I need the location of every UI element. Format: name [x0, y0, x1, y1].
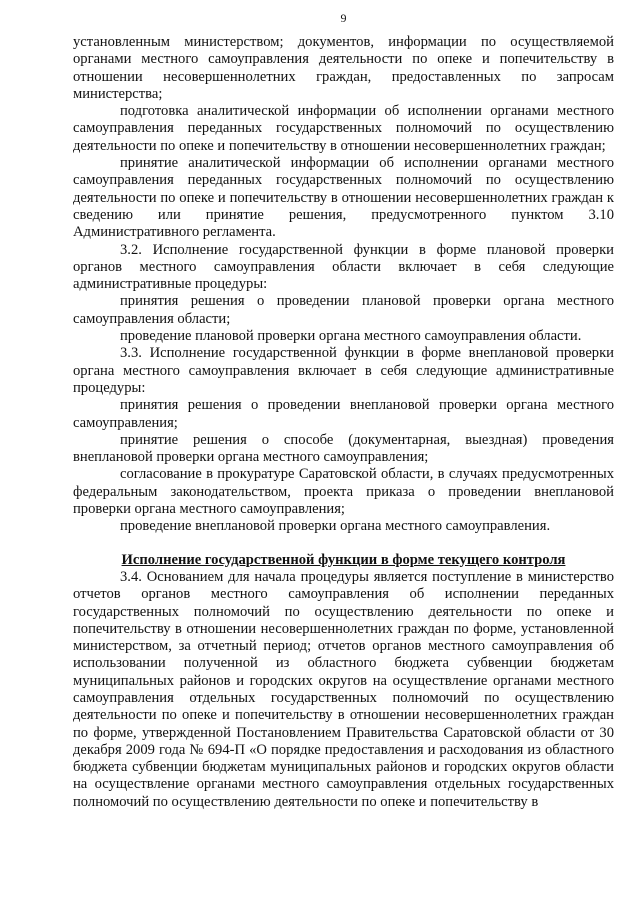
paragraph: проведение внеплановой проверки органа местного самоуправления.	[120, 518, 551, 535]
section-heading: Исполнение государственной функции в форме текущего контроля	[121, 551, 566, 568]
paragraph: принятия решения о проведении внеплановой проверки органа местного самоуправления;	[73, 397, 614, 431]
paragraph: согласование в прокуратуре Саратовской области, в случаях предусмотренных федеральным законодательством, проекта приказа о проведении внеплановой проверки органа местного самоуправления;	[73, 466, 614, 518]
document-body	[73, 34, 614, 811]
paragraph-3-4: 3.4. Основанием для начала процедуры является поступление в министерство отчетов органов местного самоуправления об исполнении переданных государственных полномочий по осуществлению деятельности по опеке и попечительству в отношении несовершеннолетних граждан по форме, установленной министерством, за отчетный период; отчетов органов местного самоуправления об использовании полученной из областного бюджета субвенции бюджетам муниципальных районов и городских округов на осуществление органами местного самоуправления отдельных государственных полномочий по осуществлению деятельности по опеке и попечительству в отношении несовершеннолетних граждан по форме, утвержденной Постановлением Правительства Саратовской области от 30 декабря 2009 года № 694-П «О порядке предоставления и расходования из областного бюджета субвенции бюджетам муниципальных районов и городских округов области на осуществление органами местного самоуправления отдельных государственных полномочий по осуществлению деятельности по опеке и попечительству в	[73, 568, 614, 810]
paragraph: принятие решения о способе (документарная, выездная) проведения внеплановой проверки органа местного самоуправления;	[73, 431, 614, 466]
page-number: 9	[340, 11, 347, 25]
paragraph: принятия решения о проведении плановой проверки органа местного самоуправления области;	[73, 293, 614, 327]
paragraph: подготовка аналитической информации об исполнении органами местного самоуправления переданных государственных полномочий по осуществлению деятельности по опеке и попечительству в отношении несовершеннолетних граждан;	[73, 103, 614, 154]
paragraph: проведение плановой проверки органа местного самоуправления области.	[120, 328, 582, 345]
paragraph: принятие аналитической информации об исполнении органами местного самоуправления переданных государственных полномочий по осуществлению деятельности по опеке и попечительству в отношении несовершеннолетних граждан к сведению или принятие решения, предусмотренного пунктом 3.10 Административного регламента.	[73, 155, 614, 241]
paragraph-3-3: 3.3. Исполнение государственной функции в форме внеплановой проверки органа местного самоуправления включает в себя следующие административные процедуры:	[73, 345, 614, 396]
paragraph-continuation: установленным министерством; документов, информации по осуществляемой органами местного самоуправления деятельности по опеке и попечительству в отношении несовершеннолетних граждан, предоставленных по запросам министерства;	[73, 34, 614, 102]
paragraph-3-2: 3.2. Исполнение государственной функции в форме плановой проверки органов местного самоуправления области включает в себя следующие административные процедуры:	[73, 241, 614, 293]
